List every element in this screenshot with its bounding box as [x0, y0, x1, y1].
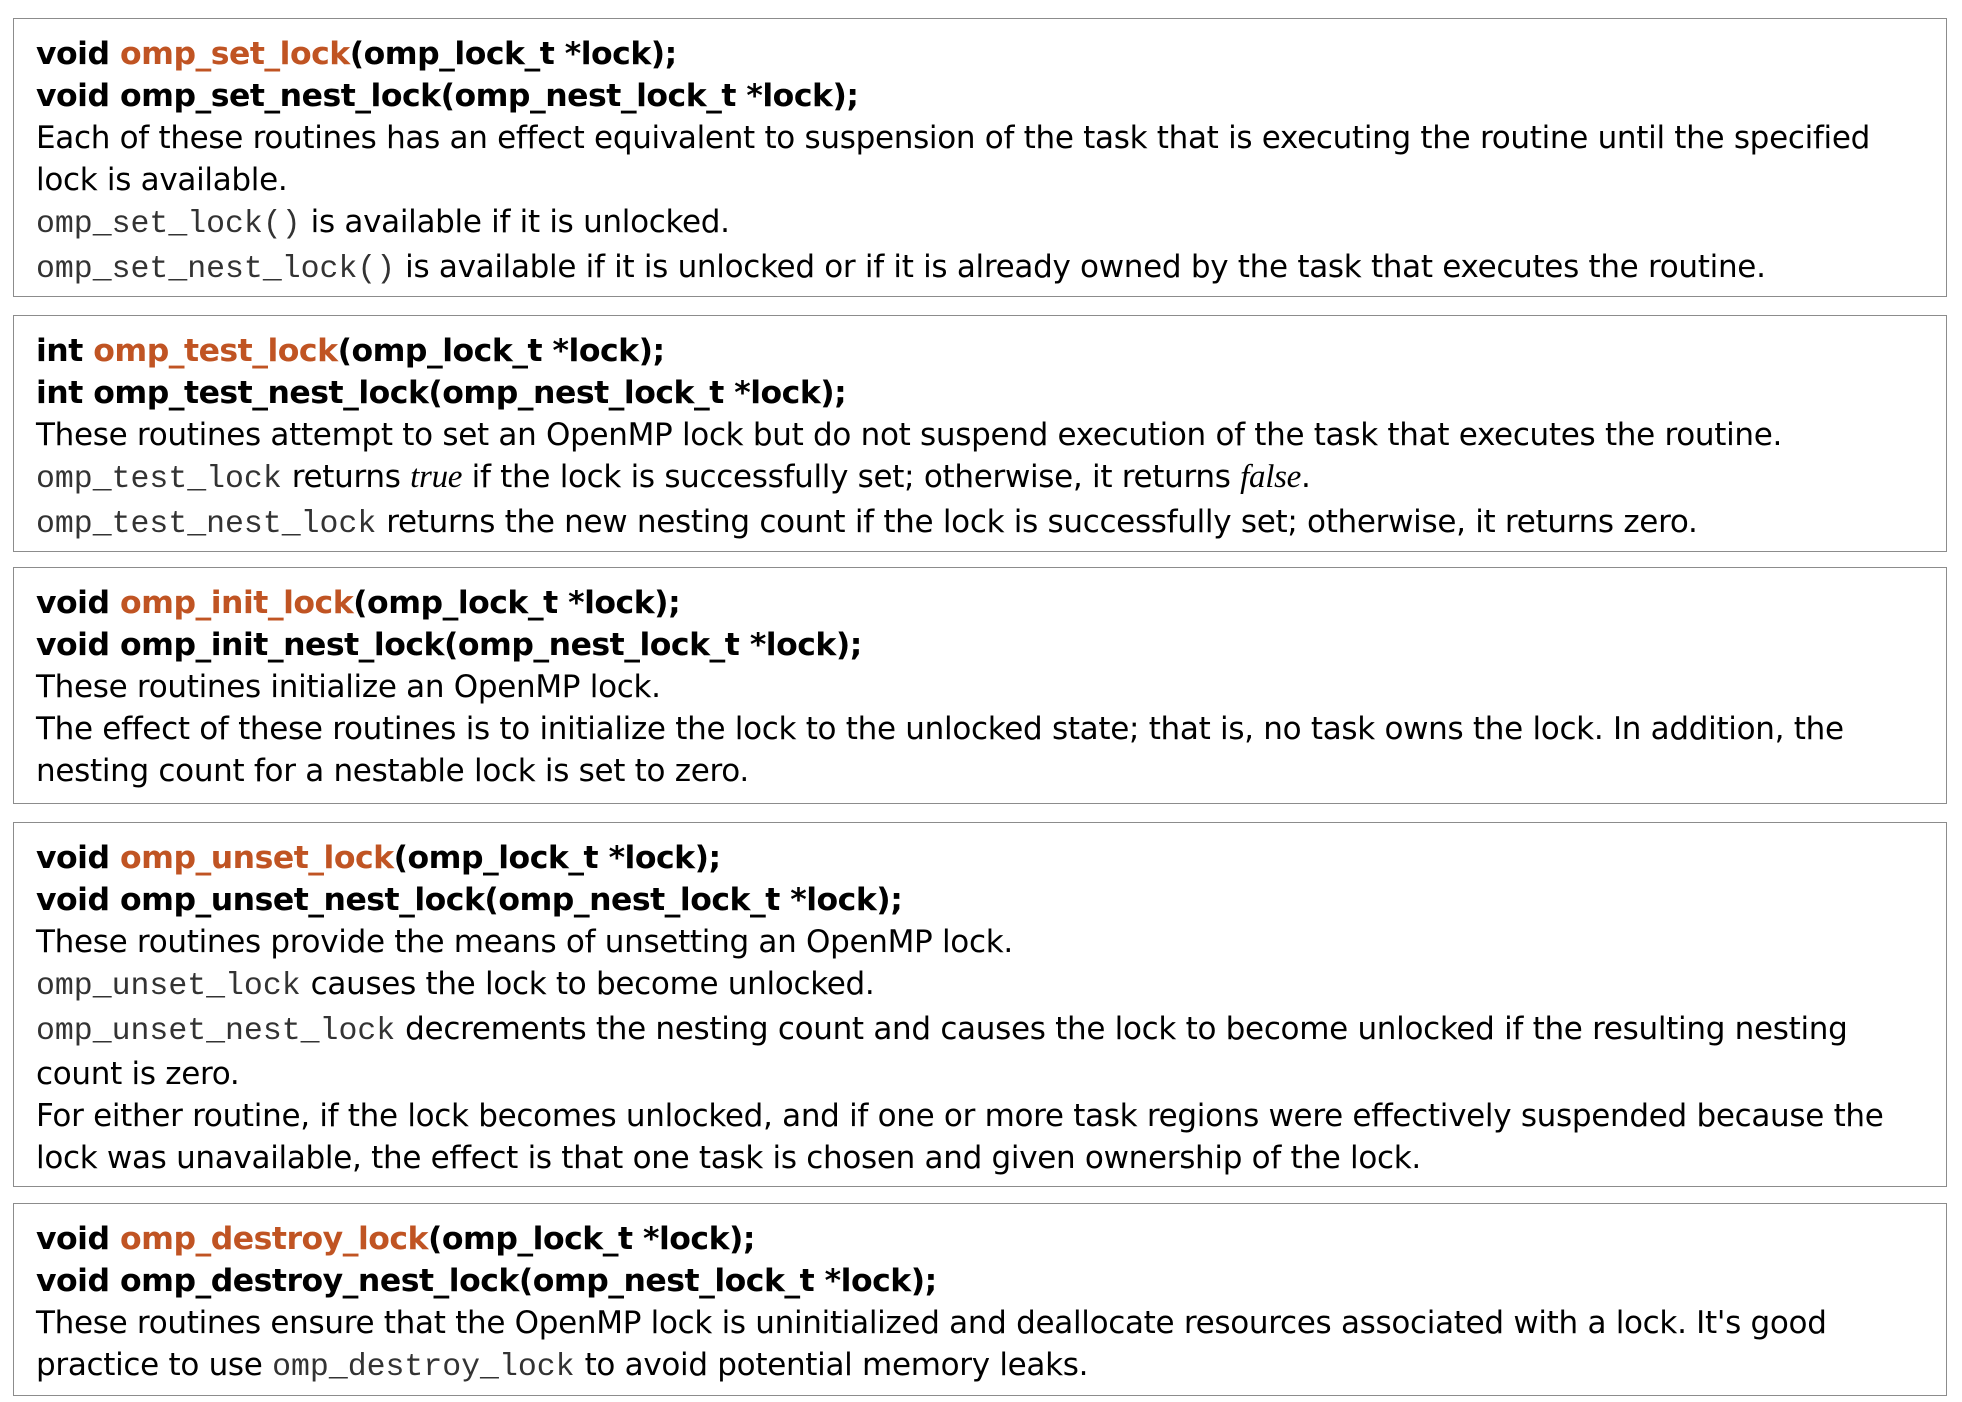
unset-nest-lock-signature: void omp_unset_nest_lock(omp_nest_lock_t *lock);	[36, 882, 903, 918]
inline-code: omp_test_nest_lock	[36, 507, 377, 542]
set-nest-lock-signature: void omp_set_nest_lock(omp_nest_lock_t *lock);	[36, 78, 859, 114]
inline-code: omp_unset_lock	[36, 969, 301, 1004]
destroy-lock-function-name: omp_destroy_lock	[120, 1221, 428, 1257]
test-nest-lock-return-value: omp_test_nest_lock returns the new nesting count if the lock is successfully set; otherwise, it returns zero.	[36, 504, 1698, 542]
init-lock-signature: void omp_init_lock(omp_lock_t *lock);	[36, 585, 681, 621]
set-nest-lock-availability: omp_set_nest_lock() is available if it is unlocked or if it is already owned by the task that executes the routine.	[36, 249, 1766, 287]
init-lock-section	[13, 567, 1947, 804]
unset-lock-behavior: omp_unset_lock causes the lock to become unlocked.	[36, 966, 875, 1004]
destroy-lock-section	[13, 1203, 1947, 1396]
test-lock-description: These routines attempt to set an OpenMP lock but do not suspend execution of the task that executes the routine.	[36, 417, 1783, 453]
destroy-lock-signature: void omp_destroy_lock(omp_lock_t *lock);	[36, 1221, 756, 1257]
destroy-lock-description: These routines ensure that the OpenMP lock is uninitialized and deallocate resources associated with a lock. It's good practice to use omp_destroy_lock to avoid potential memory leaks.	[36, 1305, 1827, 1385]
set-lock-signature: void omp_set_lock(omp_lock_t *lock);	[36, 36, 677, 72]
unset-lock-ownership-note: For either routine, if the lock becomes unlocked, and if one or more task regions were effectively suspended because the lock was unavailable, the effect is that one task is chosen and given ownership of the lock.	[36, 1098, 1884, 1176]
inline-code: omp_set_nest_lock()	[36, 252, 396, 287]
unset-nest-lock-behavior: omp_unset_nest_lock decrements the nesting count and causes the lock to become unlocked if the resulting nesting count is zero.	[36, 1011, 1848, 1092]
inline-code: omp_unset_nest_lock	[36, 1014, 396, 1049]
unset-lock-function-name: omp_unset_lock	[120, 840, 394, 876]
set-lock-description: Each of these routines has an effect equivalent to suspension of the task that is executing the routine until the specified lock is available.	[36, 120, 1870, 198]
inline-code: omp_test_lock	[36, 462, 282, 497]
set-lock-function-name: omp_set_lock	[120, 36, 350, 72]
destroy-nest-lock-signature: void omp_destroy_nest_lock(omp_nest_lock_t *lock);	[36, 1263, 937, 1299]
init-lock-function-name: omp_init_lock	[120, 585, 354, 621]
set-lock-section	[13, 18, 1947, 297]
unset-lock-signature: void omp_unset_lock(omp_lock_t *lock);	[36, 840, 721, 876]
inline-code: omp_set_lock()	[36, 207, 301, 242]
test-lock-function-name: omp_test_lock	[93, 333, 338, 369]
test-lock-section	[13, 315, 1947, 552]
init-lock-effect: The effect of these routines is to initialize the lock to the unlocked state; that is, no task owns the lock. In addition, the nesting count for a nestable lock is set to zero.	[36, 711, 1844, 789]
test-nest-lock-signature: int omp_test_nest_lock(omp_nest_lock_t *lock);	[36, 375, 847, 411]
test-lock-return-value: omp_test_lock returns true if the lock is successfully set; otherwise, it returns false.	[36, 459, 1311, 497]
init-lock-description: These routines initialize an OpenMP lock.	[36, 669, 661, 705]
set-lock-availability: omp_set_lock() is available if it is unlocked.	[36, 204, 730, 242]
init-nest-lock-signature: void omp_init_nest_lock(omp_nest_lock_t *lock);	[36, 627, 862, 663]
unset-lock-description: These routines provide the means of unsetting an OpenMP lock.	[36, 924, 1013, 960]
test-lock-signature: int omp_test_lock(omp_lock_t *lock);	[36, 333, 665, 369]
unset-lock-section	[13, 822, 1947, 1187]
inline-code: omp_destroy_lock	[272, 1350, 575, 1385]
